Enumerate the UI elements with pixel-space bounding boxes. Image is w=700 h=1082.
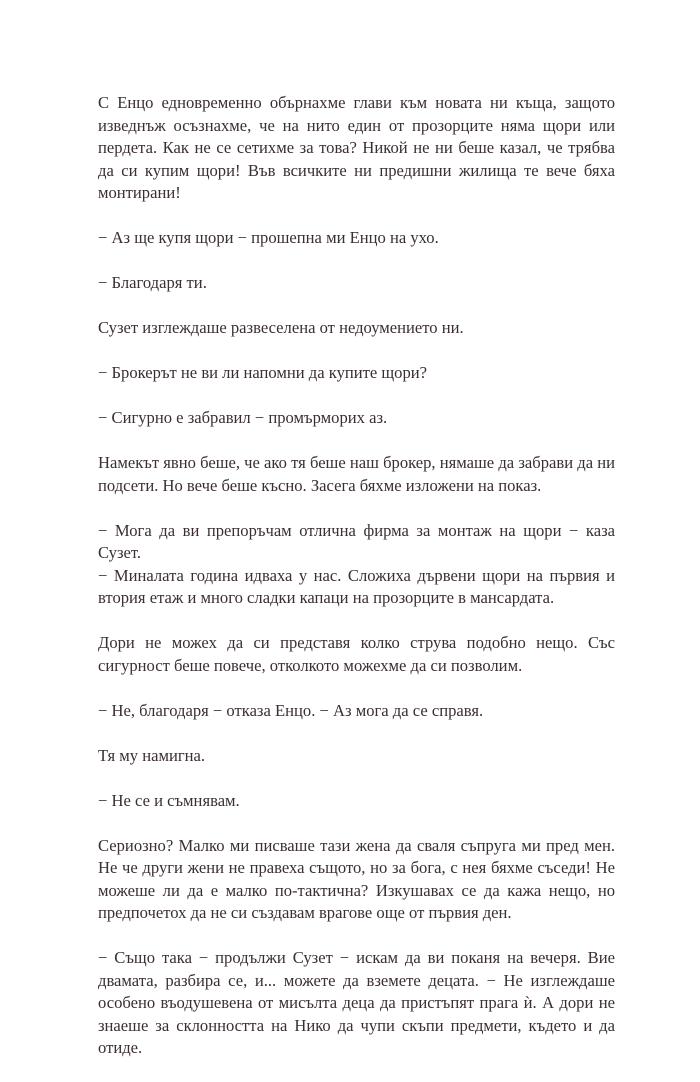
paragraph-13: − Не се и съмнявам.	[98, 790, 240, 810]
paragraph-5: − Брокерът не ви ли напомни да купите щори?	[98, 363, 428, 382]
paragraph-7: Намекът явно беше, че ако тя беше наш брокер, нямаше да забрави да ни подсети. Но вече беше късно. Засега бяхме изложени на показ.	[98, 453, 615, 495]
paragraph-15: − Също така − продължи Сузет − искам да ви поканя на вечеря. Вие двамата, разбира се, и... можете да вземете децата. − Не изглеждаше особено въодушевена от мисълта деца да пристъпят прага ѝ. А дори не знаеше за склонността на Нико да чупи скъпи предмети, където и да отиде.	[98, 948, 615, 1057]
paragraph-1: С Енцо едновременно обърнахме глави към новата ни къща, защото изведнъж осъзнахме, че на нито един от прозорците няма щори или пердета. Как не се сетихме за това? Никой не ни беше казал, че трябва да си купим щори! Във всичките ни предишни жилища те вече бяха монтирани!	[98, 93, 615, 202]
document-page	[98, 92, 615, 1082]
paragraph-10: Дори не можех да си представя колко струва подобно нещо. Със сигурност беше повече, отколкото можехме да си позволим.	[98, 633, 615, 675]
paragraph-12: Тя му намигна.	[98, 745, 206, 765]
paragraph-6: − Сигурно е забравил − промърморих аз.	[98, 408, 388, 427]
paragraph-2: − Аз ще купя щори − прошепна ми Енцо на ухо.	[98, 228, 439, 247]
paragraph-8: − Мога да ви препоръчам отлична фирма за монтаж на щори − каза Сузет.	[98, 520, 615, 562]
paragraph-9: − Миналата година идваха у нас. Сложиха дървени щори на първия и втория етаж и много сладки капаци на прозорците в мансардата.	[98, 565, 615, 607]
paragraph-3: − Благодаря ти.	[98, 273, 207, 292]
paragraph-14: Сериозно? Малко ми писваше тази жена да сваля съпруга ми пред мен. Не че други жени не правеха същото, но за бога, с нея бяхме съседи! Не можеше ли да е малко по-тактична? Изкушавах се да кажа нещо, но предпочетох да не си създавам врагове още от първия ден.	[98, 835, 615, 922]
paragraph-4: Сузет изглеждаше развеселена от недоумението ни.	[98, 318, 464, 337]
paragraph-11: − Не, благодаря − отказа Енцо. − Аз мога да се справя.	[98, 700, 484, 720]
